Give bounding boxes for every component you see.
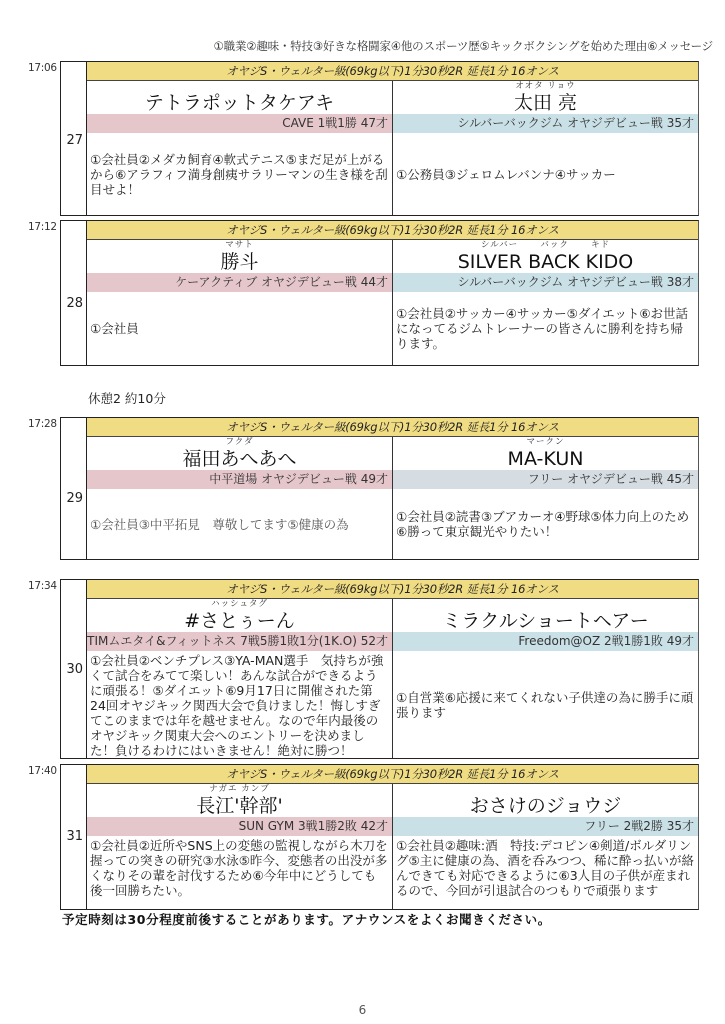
bout-number: 29 [66, 491, 83, 506]
blue-corner [393, 81, 698, 215]
bout-number: 27 [66, 133, 83, 148]
bout-block [60, 417, 699, 560]
red-corner [87, 599, 393, 758]
fighter-name-area [393, 81, 698, 114]
fighter-name-area [393, 240, 698, 273]
fighter-info: シルバーバックジム オヤジデビュー戦 35才 [393, 114, 698, 133]
fighter-message: ①会社員 [90, 321, 139, 336]
bout-number: 31 [66, 829, 83, 844]
fighter-name: 福田あへあへ [182, 448, 297, 470]
fighter-message: ①公務員③ジェロムレバンナ④サッカー [396, 166, 616, 182]
fighter-name: #さとぅーん [184, 610, 295, 632]
fighter-ruby: マサト [225, 240, 254, 250]
fighter-name: 太田 亮 [513, 92, 578, 114]
blue-corner [393, 599, 698, 758]
fighter-name-area [87, 81, 392, 114]
bout-number-column [61, 580, 87, 758]
fighter-name: おさけのジョウジ [469, 795, 622, 817]
fighter-name-area [393, 437, 698, 470]
fighter-message: ①自営業⑥応援に来てくれない子供達の為に勝手に頑張ります [396, 689, 694, 720]
fighter-name: SILVER BACK KIDO [457, 251, 634, 273]
break-label: 休憩2 約10分 [88, 391, 166, 406]
fighter-ruby: オオタ リョウ [515, 81, 576, 91]
blue-corner [393, 437, 698, 559]
blue-corner [393, 240, 698, 365]
fighter-name-area [87, 437, 392, 470]
fighter-name: MA-KUN [507, 448, 584, 470]
bout-content [87, 418, 698, 559]
fighters-row [87, 437, 698, 559]
weight-class-bar: オヤジS・ウェルター級(69kg以下)1分30秒2R 延長1分 16オンス [87, 765, 698, 784]
fighter-name-area [393, 784, 698, 817]
fighters-row [87, 599, 698, 758]
fighter-message: ①会社員②メダカ飼育④軟式テニス⑤まだ足が上がるから⑥アラフィフ満身創痍サラリーマンの生き様を刮目せよ！ [90, 151, 388, 197]
bout-block [60, 220, 699, 366]
question-legend: ①職業②趣味・特技③好きな格闘家④他のスポーツ歴⑤キックボクシングを始めた理由⑥メッセージ [213, 39, 713, 53]
bout-number-column [61, 221, 87, 365]
fighter-info: Freedom@OZ 2戦1勝1敗 49才 [393, 632, 698, 651]
footer-note: 予定時刻は30分程度前後することがあります。アナウンスをよくお聞きください。 [62, 912, 551, 927]
fighter-name: ミラクルショートヘアー [442, 610, 649, 632]
bout-number-column [61, 62, 87, 215]
fighter-info: フリー 2戦2勝 35才 [393, 817, 698, 836]
fighter-ruby: マークン [526, 437, 565, 447]
fighter-ruby [393, 784, 698, 795]
fighter-message: ①会社員②ベンチプレス③YA-MAN選手 気持ちが強くて試合をみてて楽しい！あんな試合ができるように頑張る！⑤ダイエット⑥9月17日に開催された第24回オヤジキック関西大会で負けました！悔しすぎてこのままでは年を越せません。なので年内最後のオヤジキック関東大会へのエントリーを決めました！負けるわけにはいきません！絶対に勝つ！ [90, 653, 384, 758]
bout-number: 30 [66, 662, 83, 677]
weight-class-bar: オヤジS・ウェルター級(69kg以下)1分30秒2R 延長1分 16オンス [87, 221, 698, 240]
fighter-message: ①会社員②近所やSNS上の変態の監視しながら木刀を握っての突きの研究③水泳⑤昨今、変態者の出没が多くなりその輩を討伐するため⑥今年中にどうしても後一回勝ちたい。 [90, 838, 388, 898]
bout-content [87, 580, 698, 758]
bout-content [87, 765, 698, 909]
bout-time: 17:12 [28, 221, 57, 233]
weight-class-bar: オヤジS・ウェルター級(69kg以下)1分30秒2R 延長1分 16オンス [87, 418, 698, 437]
fighter-name-area [87, 240, 392, 273]
fighter-ruby [87, 81, 392, 92]
fighter-ruby [393, 599, 698, 610]
bout-block [60, 764, 699, 910]
fighter-name: テトラポットタケアキ [144, 92, 335, 114]
weight-class-bar: オヤジS・ウェルター級(69kg以下)1分30秒2R 延長1分 16オンス [87, 580, 698, 599]
red-corner [87, 784, 393, 909]
fighters-row [87, 240, 698, 365]
fighter-info: フリー オヤジデビュー戦 45才 [393, 470, 698, 489]
fighter-name: 勝斗 [220, 251, 259, 273]
bout-number-column [61, 418, 87, 559]
fighter-message: ①会社員②サッカー④サッカー⑤ダイエット⑥お世話になってるジムトレーナーの皆さんに勝利を持ち帰ります。 [396, 306, 689, 351]
fighter-ruby: シルバー バック キド [480, 240, 611, 250]
fighter-name: 長江'幹部' [196, 795, 283, 817]
bout-content [87, 62, 698, 215]
fighter-info: SUN GYM 3戦1勝2敗 42才 [87, 817, 392, 836]
fighter-message: ①会社員②読書③ブアカーオ④野球⑤体力向上のため⑥勝って東京観光やりたい！ [396, 509, 690, 539]
red-corner [87, 437, 393, 559]
fighter-info: TIMムエタイ&フィットネス 7戦5勝1敗1分(1K.O) 52才 [87, 632, 392, 651]
bout-content [87, 221, 698, 365]
fighters-row [87, 81, 698, 215]
fighter-info: シルバーバックジム オヤジデビュー戦 38才 [393, 273, 698, 292]
bout-time: 17:06 [28, 62, 57, 74]
red-corner [87, 240, 393, 365]
blue-corner [393, 784, 698, 909]
fighter-name-area [393, 599, 698, 632]
fighter-message: ①会社員②趣味:酒 特技:デコピン④剣道/ボルダリング⑤主に健康の為、酒を呑みつつ、稀に酔っ払いが絡んできても対応できるように⑥3人目の子供が産まれるので、今回が引退試合のつもりで頑張ります [396, 838, 694, 898]
bout-number: 28 [66, 296, 83, 311]
page-number: 6 [358, 1003, 367, 1017]
fighter-info: CAVE 1戦1勝 47才 [87, 114, 392, 133]
bout-time: 17:28 [28, 418, 57, 430]
fighter-message: ①会社員③中平拓見 尊敬してます⑤健康の為 [90, 516, 349, 532]
bout-number-column [61, 765, 87, 909]
fighter-info: ケーアクティブ オヤジデビュー戦 44才 [87, 273, 392, 292]
bout-time: 17:40 [28, 765, 57, 777]
red-corner [87, 81, 393, 215]
fighters-row [87, 784, 698, 909]
bout-block [60, 61, 699, 216]
weight-class-bar: オヤジS・ウェルター級(69kg以下)1分30秒2R 延長1分 16オンス [87, 62, 698, 81]
fighter-name-area [87, 784, 392, 817]
fighter-name-area [87, 599, 392, 632]
fighter-ruby: ナガエ カンブ [209, 784, 270, 794]
fighter-info: 中平道場 オヤジデビュー戦 49才 [87, 470, 392, 489]
fighter-ruby: ハッシュタグ [211, 599, 268, 609]
bout-block [60, 579, 699, 759]
fighter-ruby: フクダ [225, 437, 254, 447]
bout-time: 17:34 [28, 580, 57, 592]
